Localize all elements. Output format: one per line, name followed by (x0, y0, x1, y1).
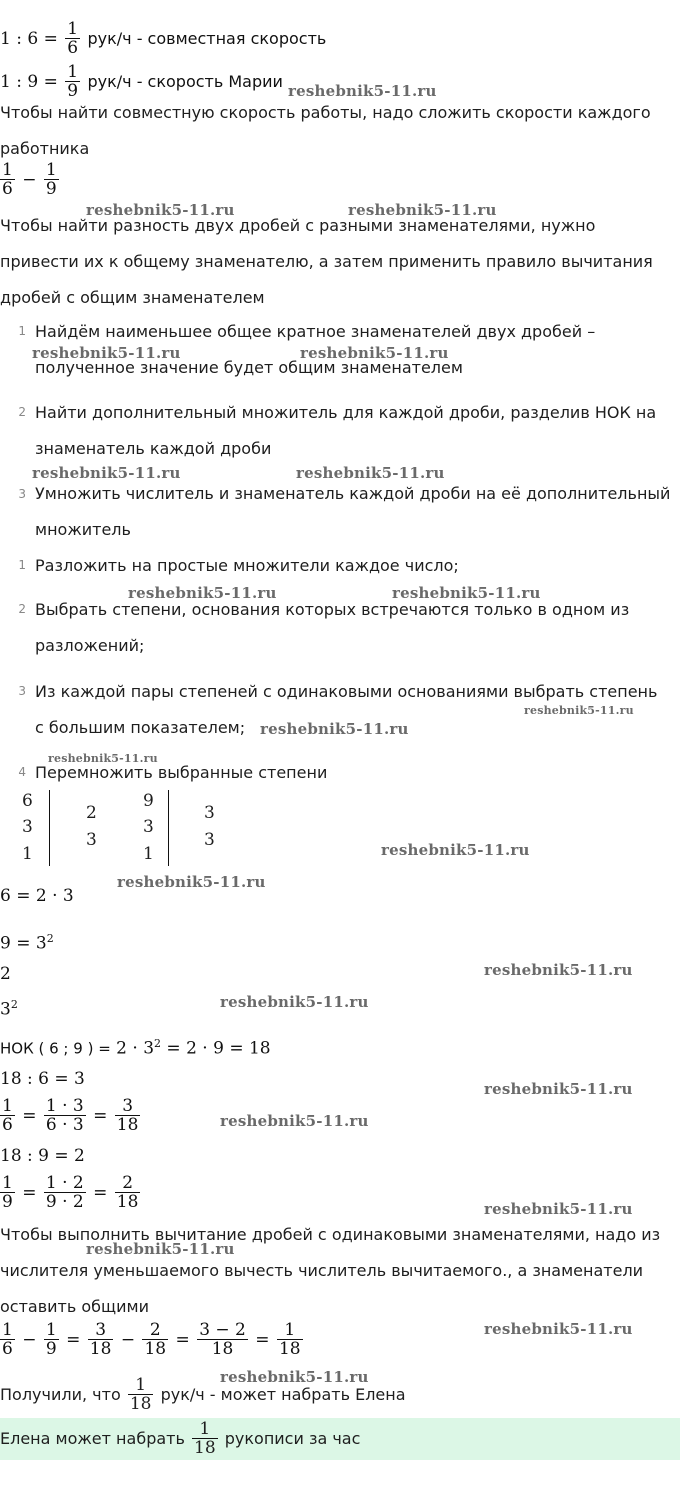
answer-box (0, 1418, 680, 1460)
divider (49, 790, 50, 866)
list-number: 1 (18, 324, 26, 338)
speed-maria-text: рук/ч - скорость Марии (87, 71, 283, 91)
speed-maria-math: 1 : 9 = (0, 71, 58, 92)
divider (168, 790, 169, 866)
watermark: reshebnik5-11.ru (348, 201, 497, 219)
table-value: 9 (143, 791, 154, 811)
watermark: reshebnik5-11.ru (381, 841, 530, 859)
list-item: Найти дополнительный множитель для каждой дроби, разделив НОК на (35, 403, 657, 422)
list-item: с большим показателем; (35, 718, 246, 737)
division: 18 : 6 = 3 (0, 1069, 85, 1089)
speed-joint-line (0, 20, 326, 57)
watermark: reshebnik5-11.ru (48, 752, 158, 765)
list-item: множитель (35, 520, 131, 539)
difference-expression: $\frac{1}{6}$ − $\frac{1}{9}$ (2, 160, 57, 199)
list-item: знаменатель каждой дроби (35, 439, 272, 458)
paragraph-text: дробей с общим знаменателем (0, 288, 265, 307)
watermark: reshebnik5-11.ru (484, 961, 633, 979)
speed-joint-math: 1 : 6 = (0, 28, 58, 49)
table-value: 1 (22, 844, 33, 864)
fraction: $\frac{1}{6}$ (2, 160, 13, 199)
fraction: $\frac{1}{9}$ (45, 160, 57, 199)
factorization-9: $9 = 3^2$ (0, 932, 54, 954)
equivalent-fraction-2: $\frac{1}{9}$ = $\frac{1 \cdot 2}{9 \cdot 2}$ = $\frac{2}{18}$ (2, 1173, 139, 1212)
paragraph-text: оставить общими (0, 1297, 149, 1316)
list-item: Найдём наименьшее общее кратное знаменателей двух дробей – (35, 322, 596, 341)
table-value: 6 (22, 791, 33, 811)
final-subtraction: $\frac{1}{6}$ − $\frac{1}{9}$ = $\frac{3}{18}$ − $\frac{2}{18}$ = $\frac{3 - 2}{18}$ = $\frac{1}{18}$ (2, 1320, 301, 1359)
table-value: 3 (143, 817, 154, 837)
factorization-6: 6 = 2 · 3 (0, 886, 74, 906)
watermark: reshebnik5-11.ru (392, 584, 541, 602)
list-item: Из каждой пары степеней с одинаковыми основаниями выбрать степень (35, 682, 658, 701)
watermark: reshebnik5-11.ru (260, 720, 409, 738)
watermark: reshebnik5-11.ru (288, 82, 437, 100)
list-item: полученное значение будет общим знаменателем (35, 358, 463, 377)
selected-power: 2 (0, 964, 11, 984)
watermark: reshebnik5-11.ru (117, 873, 266, 891)
table-value: 1 (143, 844, 154, 864)
list-number: 4 (18, 765, 26, 779)
paragraph-text: числителя уменьшаемого вычесть числитель вычитаемого., а знаменатели (0, 1261, 644, 1280)
paragraph-text: работника (0, 139, 90, 158)
table-factor: 2 (86, 803, 97, 823)
speed-joint-text: рук/ч - совместная скорость (87, 28, 327, 48)
table-factor: 3 (204, 803, 215, 823)
selected-power: $3^2$ (0, 998, 18, 1020)
paragraph-text: привести их к общему знаменателю, а затем применить правило вычитания (0, 252, 653, 271)
watermark: reshebnik5-11.ru (86, 1240, 235, 1258)
list-number: 3 (18, 684, 26, 698)
paragraph-text: Чтобы найти разность двух дробей с разными знаменателями, нужно (0, 216, 596, 235)
list-number: 2 (18, 602, 26, 616)
fraction: $\frac{1}{9}$ (67, 62, 79, 101)
watermark: reshebnik5-11.ru (484, 1080, 633, 1098)
division: 18 : 9 = 2 (0, 1146, 85, 1166)
list-item: Выбрать степени, основания которых встречаются только в одном из (35, 600, 630, 619)
watermark: reshebnik5-11.ru (32, 344, 181, 362)
list-item: Перемножить выбранные степени (35, 763, 328, 782)
lcm-line: НОК ( 6 ; 9 ) = $2 \cdot 3^2 = 2 \cdot 9 = 18$ (0, 1037, 271, 1059)
answer-line: Елена может набрать $\frac{1}{18}$ рукописи за час (0, 1419, 361, 1458)
table-factor: 3 (204, 830, 215, 850)
fraction: $\frac{1}{6}$ (67, 19, 79, 58)
watermark: reshebnik5-11.ru (220, 1112, 369, 1130)
watermark: reshebnik5-11.ru (484, 1200, 633, 1218)
list-item: разложений; (35, 636, 145, 655)
watermark: reshebnik5-11.ru (128, 584, 277, 602)
watermark: reshebnik5-11.ru (484, 1320, 633, 1338)
list-item: Разложить на простые множители каждое число; (35, 556, 459, 575)
watermark: reshebnik5-11.ru (524, 704, 634, 717)
watermark: reshebnik5-11.ru (220, 1368, 369, 1386)
result-line: Получили, что $\frac{1}{18}$ рук/ч - может набрать Елена (0, 1375, 406, 1414)
speed-maria-line (0, 63, 283, 100)
list-number: 1 (18, 558, 26, 572)
equivalent-fraction-1: $\frac{1}{6}$ = $\frac{1 \cdot 3}{6 \cdot 3}$ = $\frac{3}{18}$ (2, 1096, 139, 1135)
list-item: Умножить числитель и знаменатель каждой дроби на её дополнительный (35, 484, 671, 503)
list-number: 2 (18, 405, 26, 419)
paragraph-text: Чтобы выполнить вычитание дробей с одинаковыми знаменателями, надо из (0, 1225, 661, 1244)
table-factor: 3 (86, 830, 97, 850)
lcm-label: НОК ( 6 ; 9 ) = (0, 1039, 111, 1058)
list-number: 3 (18, 487, 26, 501)
watermark: reshebnik5-11.ru (300, 344, 449, 362)
table-value: 3 (22, 817, 33, 837)
watermark: reshebnik5-11.ru (86, 201, 235, 219)
watermark: reshebnik5-11.ru (296, 464, 445, 482)
paragraph-text: Чтобы найти совместную скорость работы, надо сложить скорости каждого (0, 103, 651, 122)
watermark: reshebnik5-11.ru (220, 993, 369, 1011)
watermark: reshebnik5-11.ru (32, 464, 181, 482)
